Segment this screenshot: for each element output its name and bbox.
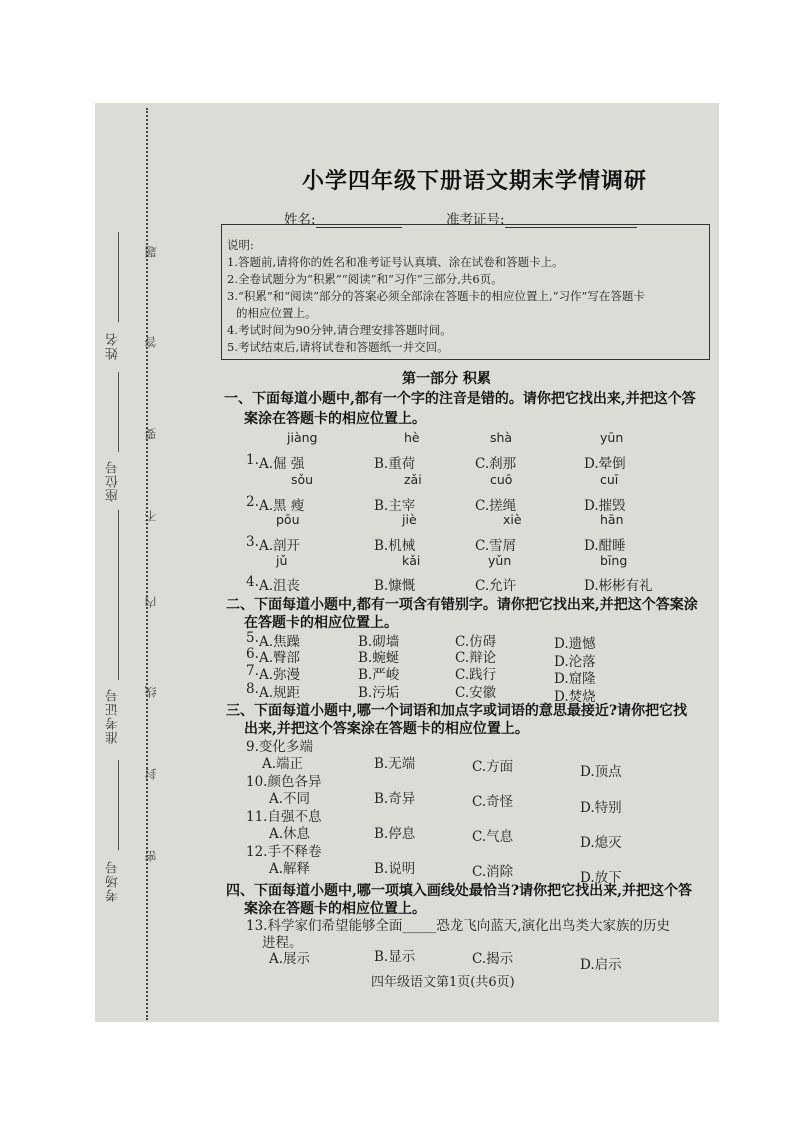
option[interactable]: D.晕倒: [584, 456, 626, 472]
option[interactable]: B.慷慨: [374, 578, 416, 594]
margin-name-label: 姓名: [106, 332, 121, 360]
option[interactable]: A.黑 瘦: [259, 498, 305, 514]
question-stem: 10.颜色各异: [246, 774, 322, 790]
section1-instruction: 一、下面每道小题中,都有一个字的注音是错的。请你把它找出来,并把这个答: [224, 391, 696, 407]
instructions-line: 5.考试结束后,请将试卷和答题纸一并交回。: [227, 340, 449, 354]
option[interactable]: A.展示: [269, 951, 311, 967]
instructions-line: 4.考试时间为90分钟,请合理安排答题时间。: [227, 323, 452, 337]
instructions-box: [221, 224, 710, 360]
question-number: 4.: [246, 574, 259, 590]
seal-char: 密: [144, 850, 158, 862]
question-number: 6.: [246, 646, 259, 662]
option[interactable]: B.无端: [374, 756, 416, 772]
option[interactable]: C.允许: [475, 578, 517, 594]
seal-char: 内: [144, 596, 158, 608]
margin-name-line: [118, 372, 119, 452]
option[interactable]: C.揭示: [472, 951, 514, 967]
option[interactable]: A.臀部: [259, 650, 301, 666]
option[interactable]: C.气息: [472, 829, 514, 845]
margin-exam-id-label: 准考证号: [106, 688, 121, 744]
option[interactable]: A.倔 强: [259, 456, 305, 472]
option[interactable]: C.仿碍: [455, 634, 497, 650]
section3-instruction: 三、下面每道小题中,哪一个词语和加点字或词语的意思最接近?请你把它找: [226, 703, 688, 719]
section4-instruction: 四、下面每道小题中,哪一项填入画线处最恰当?请你把它找出来,并把这个答: [226, 883, 692, 899]
option[interactable]: C.方面: [472, 759, 514, 775]
section3-instruction: 出来,并把这个答案涂在答题卡的相应位置上。: [244, 721, 529, 737]
question-number: 1.: [246, 452, 259, 468]
pinyin: bīng: [600, 553, 628, 568]
option[interactable]: B.主宰: [374, 498, 416, 514]
option[interactable]: C.辩论: [455, 650, 497, 666]
margin-exam-id-line: [118, 760, 119, 850]
option[interactable]: B.蜿蜒: [358, 650, 400, 666]
option[interactable]: D.遗憾: [554, 636, 596, 652]
page-title: 小学四年级下册语文期末学情调研: [302, 168, 648, 194]
option[interactable]: C.搓绳: [475, 498, 517, 514]
pinyin: shà: [490, 430, 513, 445]
option[interactable]: D.焚烧: [554, 689, 596, 705]
pinyin: yǔn: [488, 553, 512, 568]
question-stem: 12.手不释卷: [246, 844, 322, 860]
pinyin: kǎi: [402, 553, 421, 568]
pinyin: cuō: [490, 472, 513, 487]
question-number: 8.: [246, 681, 259, 697]
option[interactable]: D.彬彬有礼: [584, 578, 653, 594]
margin-top-line: [118, 232, 119, 322]
option[interactable]: A.端正: [262, 756, 304, 772]
section4-instruction: 案涂在答题卡的相应位置上。: [244, 901, 426, 917]
pinyin: jiàng: [287, 430, 318, 445]
option[interactable]: C.刹那: [475, 456, 517, 472]
seal-char: 答: [144, 336, 158, 348]
option[interactable]: A.焦躁: [259, 634, 301, 650]
question-number: 2.: [246, 494, 259, 510]
section2-instruction: 二、下面每道小题中,都有一项含有错别字。请你把它找出来,并把这个答案涂: [226, 597, 698, 613]
margin-room-label: 考场号: [106, 860, 121, 902]
option[interactable]: B.砌墙: [358, 634, 400, 650]
margin-seat-label: 座位号: [106, 460, 121, 502]
option[interactable]: D.放下: [580, 870, 622, 886]
option[interactable]: C.安徽: [455, 685, 497, 701]
option[interactable]: A.沮丧: [259, 578, 301, 594]
instructions-line: 1.答题前,请将你的姓名和准考证号认真填、涂在试卷和答题卡上。: [227, 255, 564, 269]
instructions-line: 2.全卷试题分为“积累”“阅读”和“习作”三部分,共6页。: [227, 272, 503, 286]
pinyin: xiè: [503, 512, 522, 527]
q13-part-a: 13.科学家们希望能够全面: [246, 918, 403, 934]
q13-blank[interactable]: _____: [402, 918, 437, 934]
option[interactable]: D.熄灭: [580, 835, 622, 851]
seal-char: 封: [144, 768, 158, 780]
question-13-stem-cont: 进程。: [262, 935, 303, 951]
option[interactable]: B.污垢: [358, 685, 400, 701]
pinyin: hān: [600, 512, 624, 527]
question-number: 3.: [246, 534, 259, 550]
q13-part-b: 恐龙飞向蓝天,演化出鸟类大家族的历史: [436, 918, 671, 934]
option[interactable]: B.奇异: [374, 791, 416, 807]
option[interactable]: A.规距: [259, 685, 301, 701]
option[interactable]: D.特别: [580, 800, 622, 816]
option[interactable]: C.奇怪: [472, 794, 514, 810]
seal-char: 不: [144, 510, 158, 522]
option[interactable]: C.雪屑: [475, 538, 517, 554]
question-number: 5.: [246, 630, 259, 646]
option[interactable]: D.摧毁: [584, 498, 626, 514]
option[interactable]: D.启示: [580, 957, 622, 973]
option[interactable]: D.顶点: [580, 764, 622, 780]
seal-char: 线: [144, 686, 158, 698]
option[interactable]: B.严峻: [358, 667, 400, 683]
margin-seat-line: [118, 510, 119, 680]
pinyin: yūn: [600, 430, 624, 445]
option[interactable]: B.说明: [374, 861, 416, 877]
name-label: 姓名:: [284, 212, 316, 228]
instructions-line: 的相应位置上。: [236, 306, 317, 320]
seal-char: 要: [144, 428, 158, 440]
pinyin: jiè: [402, 512, 417, 527]
question-13-stem: [246, 914, 670, 934]
seal-char: 题: [144, 246, 158, 258]
page-footer: 四年级语文第1页(共6页): [371, 975, 515, 990]
question-number: 7.: [246, 663, 259, 679]
option[interactable]: B.显示: [374, 949, 416, 965]
option[interactable]: A.休息: [269, 826, 311, 842]
pinyin: sǒu: [291, 472, 314, 487]
part-title: 第一部分 积累: [402, 371, 491, 387]
instructions-heading: 说明:: [227, 238, 254, 252]
pinyin: pōu: [276, 512, 300, 527]
option[interactable]: A.弥漫: [259, 667, 301, 683]
exam-id-label: 准考证号:: [446, 212, 505, 228]
pinyin: jǔ: [276, 553, 288, 568]
question-stem: 9.变化多端: [246, 739, 313, 755]
option[interactable]: D.沦落: [554, 654, 596, 670]
instructions-line: 3.“积累”和“阅读”部分的答案必须全部涂在答题卡的相应位置上,“习作”写在答题卡: [227, 289, 645, 303]
binding-dotted-line: [146, 108, 148, 1020]
option[interactable]: C.践行: [455, 667, 497, 683]
pinyin: hè: [404, 430, 420, 445]
section2-instruction: 在答题卡的相应位置上。: [244, 615, 398, 631]
section1-instruction: 案涂在答题卡的相应位置上。: [244, 411, 426, 427]
option[interactable]: D.窟隆: [554, 671, 596, 687]
question-stem: 11.自强不息: [246, 809, 322, 825]
option[interactable]: A.剖开: [259, 538, 301, 554]
option[interactable]: A.不同: [269, 791, 311, 807]
pinyin: zǎi: [404, 472, 422, 487]
pinyin: cuī: [600, 472, 619, 487]
option[interactable]: A.解释: [269, 861, 311, 877]
option[interactable]: B.重荷: [374, 456, 416, 472]
option[interactable]: D.酣睡: [584, 538, 626, 554]
option[interactable]: B.停息: [374, 826, 416, 842]
option[interactable]: B.机械: [374, 538, 416, 554]
option[interactable]: C.消除: [472, 864, 514, 880]
